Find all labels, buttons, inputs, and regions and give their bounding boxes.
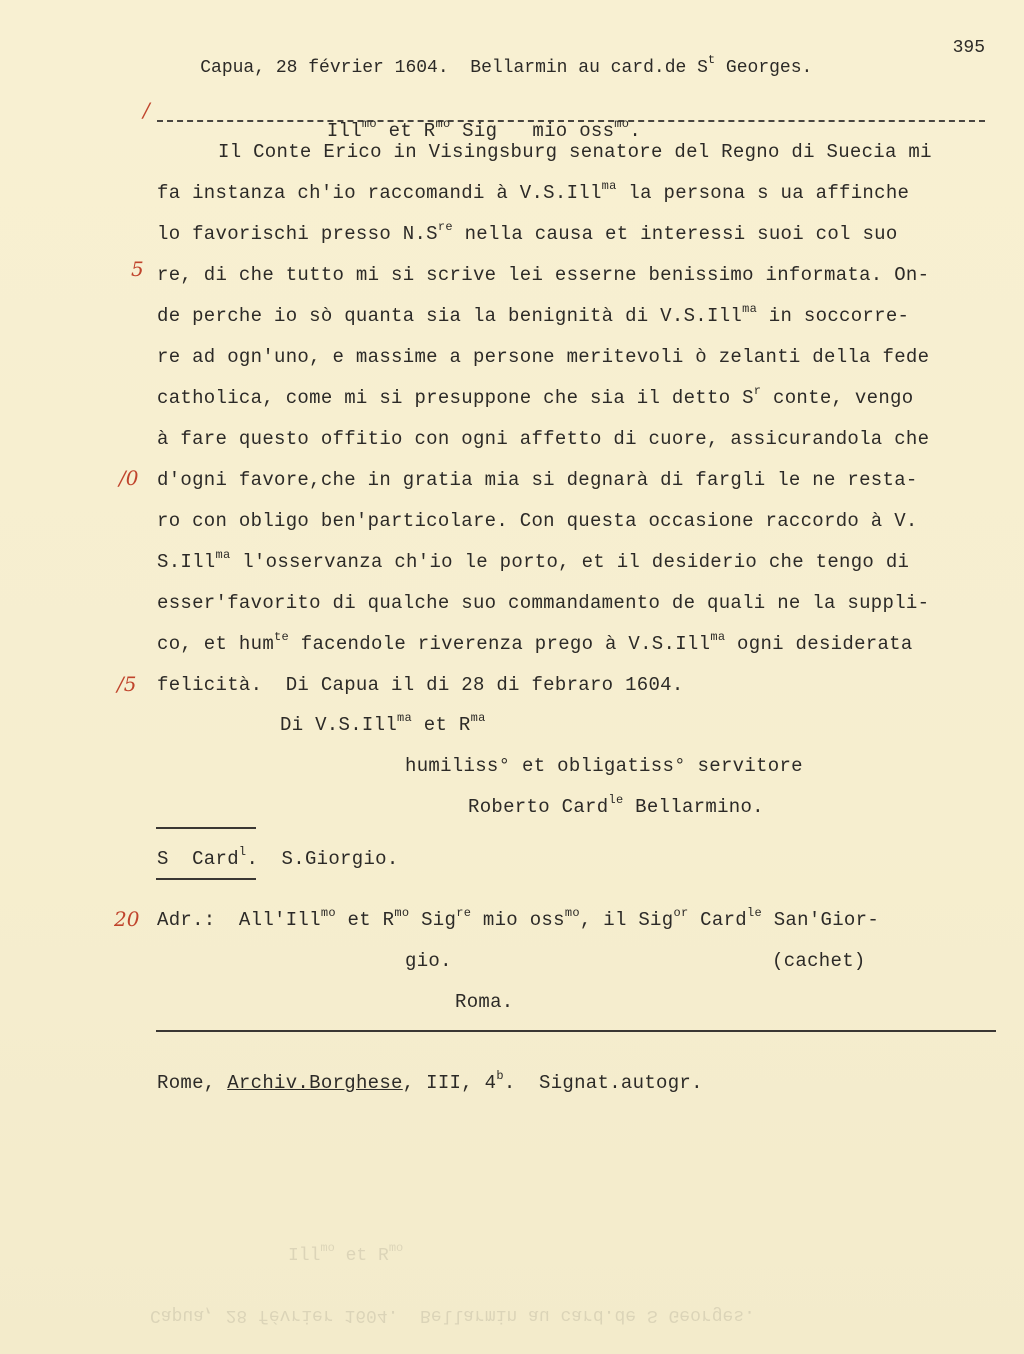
salutation: Ill$^{mo}$ et $R^{mo}$ Sig mio oss$^{mo}$. — [326, 117, 642, 142]
margin-mark-20: 20 — [114, 907, 140, 931]
address-line-2: gio. — [405, 950, 452, 972]
recipient-line: S Card$^l$. S.Giorgio. — [157, 845, 399, 870]
body-line-4: re, di che tutto mi si scrive lei esserne benissimo informata. On- — [157, 264, 930, 286]
body-line-6: re ad ogn'uno, e massime a persone meritevoli ò zelanti della fede — [157, 346, 930, 368]
rule-below-recipient — [156, 878, 256, 880]
margin-mark-5: 5 — [131, 257, 144, 281]
header-left: Capua, 28 février 1604. Bellarmin au card.de S — [200, 58, 708, 78]
signature-line: Roberto Card$^{le}$ Bellarmino. — [468, 793, 764, 818]
header-sup: t — [707, 53, 716, 67]
body-line-2: fa instanza ch'io raccomandi à V.S.Ill$^{ma}$ la persona s ua affinche — [157, 179, 910, 204]
margin-mark-1: / — [143, 98, 150, 122]
closing-line-1: Di V.S.Ill$^{ma}$ et $R^{ma}$ — [280, 711, 486, 736]
body-line-11: S.Ill$^{ma}$ l'osservanza ch'io le porto, et il desiderio che tengo di — [157, 548, 910, 573]
cachet-note: (cachet) — [772, 950, 866, 972]
body-line-1: Il Conte Erico in Visingsburg senatore del Regno di Suecia mi — [218, 141, 932, 163]
body-line-5: de perche io sò quanta sia la benignità di V.S.Ill$^{ma}$ in soccorre- — [157, 302, 910, 327]
body-line-3: lo favorischi presso $N.S^{re}$ nella causa et interessi suoi col suo — [157, 220, 898, 245]
footnote-rule — [156, 1030, 996, 1032]
body-line-9: d'ogni favore,che in gratia mia si degnarà di fargli le ne resta- — [157, 469, 918, 491]
closing-line-2: humiliss° et obligatiss° servitore — [405, 755, 803, 777]
header-right: Georges. — [715, 58, 813, 78]
bleed-through-header: Capua, 28 février 1604. Bellarmin au card.de S Georges. — [150, 1305, 755, 1325]
body-line-14: felicità. Di Capua il di 28 di febraro 1604. — [157, 674, 684, 696]
body-line-10: ro con obligo ben'particolare. Con questa occasione raccordo à V. — [157, 510, 918, 532]
address-line-1: Adr.: All'Ill$^{mo}$ et $R^{mo}$ Sig$^{re}$ mio oss$^{mo}$, il Sig$^{or}$ Card$^{le}$ San'Gior- — [157, 906, 880, 931]
bleed-through-salutation: Ill$^{mo}$ et $R^{mo}$ — [288, 1241, 404, 1266]
body-line-8: à fare questo offitio con ogni affetto di cuore, assicurandola che — [157, 428, 930, 450]
rule-above-recipient — [156, 827, 256, 829]
source-note: Rome, Archiv.Borghese, III, 4$^b$. Signat.autogr. — [157, 1069, 703, 1094]
margin-mark-15: /5 — [117, 672, 137, 696]
archive-name: Archiv.Borghese — [227, 1072, 403, 1094]
address-city: Roma. — [455, 991, 514, 1013]
body-line-13: co, et hum$^{te}$ facendole riverenza prego à V.S.Ill$^{ma}$ ogni desiderata — [157, 630, 913, 655]
body-line-12: esser'favorito di qualche suo commandamento de quali ne la suppli- — [157, 592, 930, 614]
page-number: 395 — [952, 38, 985, 58]
body-line-7: catholica, come mi si presuppone che sia il detto $S^r$ conte, vengo — [157, 384, 914, 409]
margin-mark-10: /0 — [119, 466, 139, 490]
